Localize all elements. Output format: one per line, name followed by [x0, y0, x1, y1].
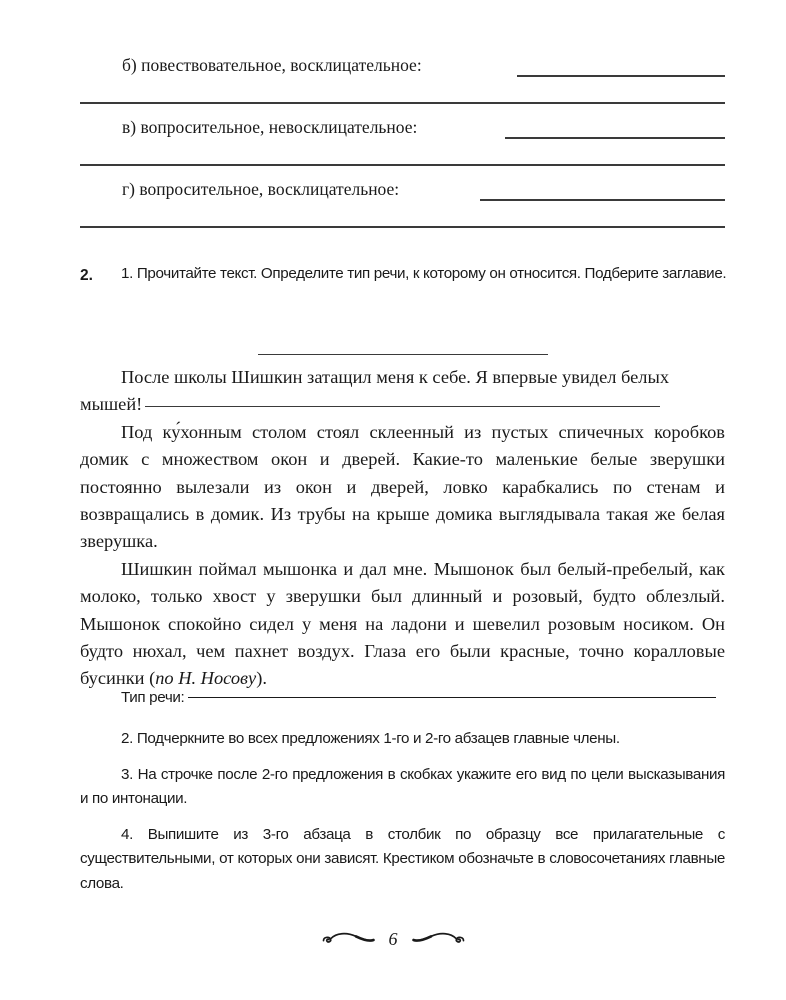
lettered-answer-label-g: г) вопросительное, восклицательное:: [122, 179, 400, 199]
title-blank-wrap: [80, 345, 725, 363]
reading-paragraph-1: [80, 364, 725, 419]
subtask-list: [80, 727, 725, 907]
task-number: 2.: [80, 267, 93, 284]
subtask-2-text: 2. Подчеркните во всех предложениях 1-го и 2-го абзацев главные члены.: [121, 730, 620, 747]
subtask-4-text: 4. Выпишите из 3-го абзаца в столбик по образцу все прилагательные с существительными, от которых они зависят. Крестиком обозначьте в словосочетаниях главные слова.: [80, 825, 725, 892]
lettered-answers-block: [80, 52, 725, 238]
answer-blank-line-v[interactable]: [505, 137, 725, 139]
reading-passage: [80, 364, 725, 693]
lettered-answer-row-b: [80, 52, 725, 114]
reading-paragraph-3-tail: ).: [256, 668, 267, 689]
reading-paragraph-3-text: Шишкин поймал мышонка и дал мне. Мышонок был белый-пребелый, как молоко, только хвост у зверушки был длинный и розовый, будто облезлый. Мышонок спокойно сидел у меня на ладони и шевелил розовым носиком. Он будто нюхал, чем пахнет воздух. Глаза его были красные, точно коралловые бусинки (: [80, 558, 725, 689]
page-footer: [0, 928, 786, 962]
subtask-3: [80, 763, 725, 812]
answer-blank-line-g[interactable]: [480, 199, 725, 201]
reading-attribution: по Н. Носову: [155, 668, 257, 689]
reading-paragraph-3: [80, 556, 725, 693]
reading-paragraph-2: Под ку́хонным столом стоял склеенный из пустых спичечных коробков домик с множеством окон и дверей. Какие-то маленькие белые зверушки постоянно вылезали из окон и дверей, ловко карабкались по стенам и возвращались в домик. Из трубы на крыше домика выглядывала такая же белая зверушка.: [80, 421, 725, 552]
subtask-4: [80, 823, 725, 897]
answer-continuation-line-b[interactable]: [80, 102, 725, 104]
answer-continuation-line-v[interactable]: [80, 164, 725, 166]
page-number: 6: [388, 929, 398, 949]
reading-paragraph-1-text: После школы Шишкин затащил меня к себе. Я впервые увидел белых мышей!: [80, 367, 670, 415]
sentence-type-blank-line[interactable]: [145, 406, 660, 408]
lettered-answer-row-g: [80, 176, 725, 238]
speech-type-row: [121, 686, 725, 710]
lettered-answer-label-v: в) вопросительное, невосклицательное:: [122, 117, 418, 137]
lettered-answer-label-b: б) повествовательное, восклицательное:: [122, 55, 422, 75]
answer-continuation-line-g[interactable]: [80, 226, 725, 228]
title-blank-line[interactable]: [258, 354, 548, 356]
subtask-2: [80, 727, 725, 752]
swash-left-icon: [320, 929, 376, 949]
swash-right-icon: [411, 929, 467, 949]
lettered-answer-row-v: [80, 114, 725, 176]
speech-type-blank-line[interactable]: [188, 697, 716, 699]
subtask-3-text: 3. На строчке после 2-го предложения в скобках укажите его вид по цели высказывания и по интонации.: [80, 765, 725, 807]
answer-blank-line-b[interactable]: [517, 75, 725, 77]
task-2-header: [80, 262, 730, 287]
task-instruction-1: 1. Прочитайте текст. Определите тип речи, к которому он относится. Подберите заглавие.: [121, 265, 727, 282]
speech-type-label: Тип речи:: [121, 689, 185, 706]
